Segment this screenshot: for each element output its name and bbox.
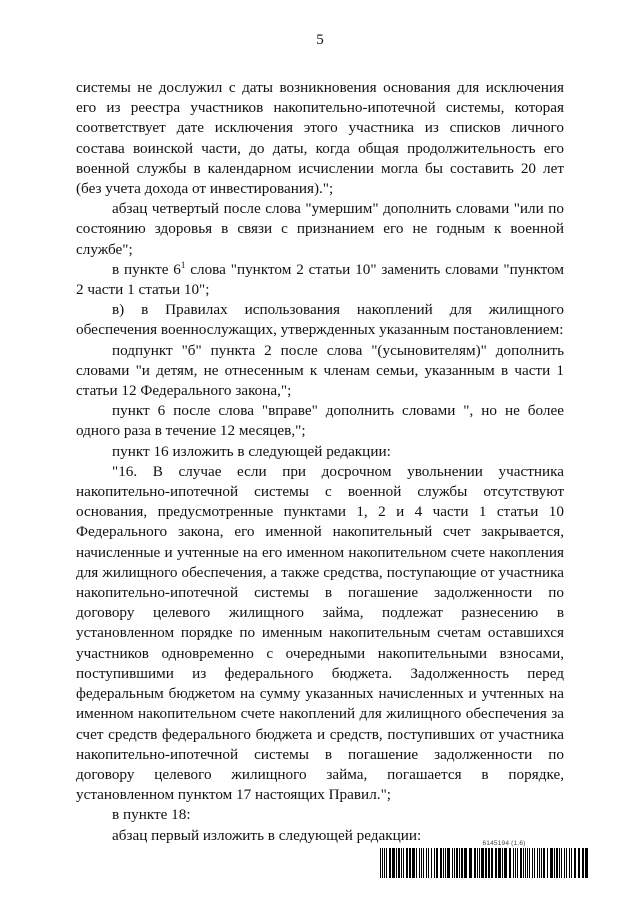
paragraph-8: "16. В случае если при досрочном увольнении участника накопительно-ипотечной системы с военной службы отсутствуют основания, предусмотренные пунктами 1, 2 и 4 части 1 статьи 10 Федерального закона, его именной накопительный счет закрывается, начисленные и учтенные на его именном накопительном счете накопления для жилищного обеспечения, а также средства, поступающие от участника накопительно-ипотечной системы в погашение задолженности по договору целевого жилищного займа, подлежат разнесению в установленном порядке по именным накопительным счетам оставшихся участников одновременно с очередными накопительными взносами, поступившими из федерального бюджета. Задолженность перед федеральным бюджетом на сумму указанных начисленных и учтенных на именном накопительном счете накоплений для жилищного обеспечения за счет средств федерального бюджета и средств, поступивших от участника накопительно-ипотечной системы в погашение задолженности по договору целевого жилищного займа, погашается в порядке, установленном пунктом 17 настоящих Правил."; (76, 462, 564, 804)
paragraph-3 (76, 260, 564, 300)
paragraph-1: системы не дослужил с даты возникновения основания для исключения его из реестра участников накопительно-ипотечной системы, которая соответствует дате исключения этого участника из списков личного состава воинской части, до даты, когда общая продолжительность его военной службы в календарном исчислении могла бы составить 20 лет (без учета дохода от инвестирования)."; (76, 79, 564, 198)
superscript: 1 (180, 259, 186, 270)
barcode-caption: 6145194 (1.6) (482, 840, 526, 847)
barcode-icon (380, 848, 588, 878)
page-number: 5 (316, 32, 324, 48)
paragraph-7: пункт 16 изложить в следующей редакции: (112, 442, 391, 460)
paragraph-6: пункт 6 после слова "вправе" дополнить словами ", но не более одного раза в течение 12 месяцев,"; (76, 402, 564, 440)
paragraph-3-start: в пункте 6 (112, 260, 181, 278)
document-barcode (380, 840, 588, 878)
paragraph-9: в пункте 18: (112, 806, 191, 824)
paragraph-2: абзац четвертый после слова "умершим" дополнить словами "или по состоянию здоровья в связи с признанием его не годным к военной службе"; (76, 200, 564, 258)
paragraph-4: в) в Правилах использования накоплений для жилищного обеспечения военнослужащих, утвержденных указанным постановлением: (76, 301, 564, 339)
paragraph-10: абзац первый изложить в следующей редакции: (112, 826, 422, 844)
document-body (76, 78, 564, 846)
paragraph-3-end: слова "пунктом 2 статьи 10" заменить словами "пунктом 2 части 1 статьи 10"; (76, 260, 564, 299)
paragraph-5: подпункт "б" пункта 2 после слова "(усыновителям)" дополнить словами "и детям, не отнесенным к членам семьи, указанным в части 1 статьи 12 Федерального закона,"; (76, 341, 564, 400)
